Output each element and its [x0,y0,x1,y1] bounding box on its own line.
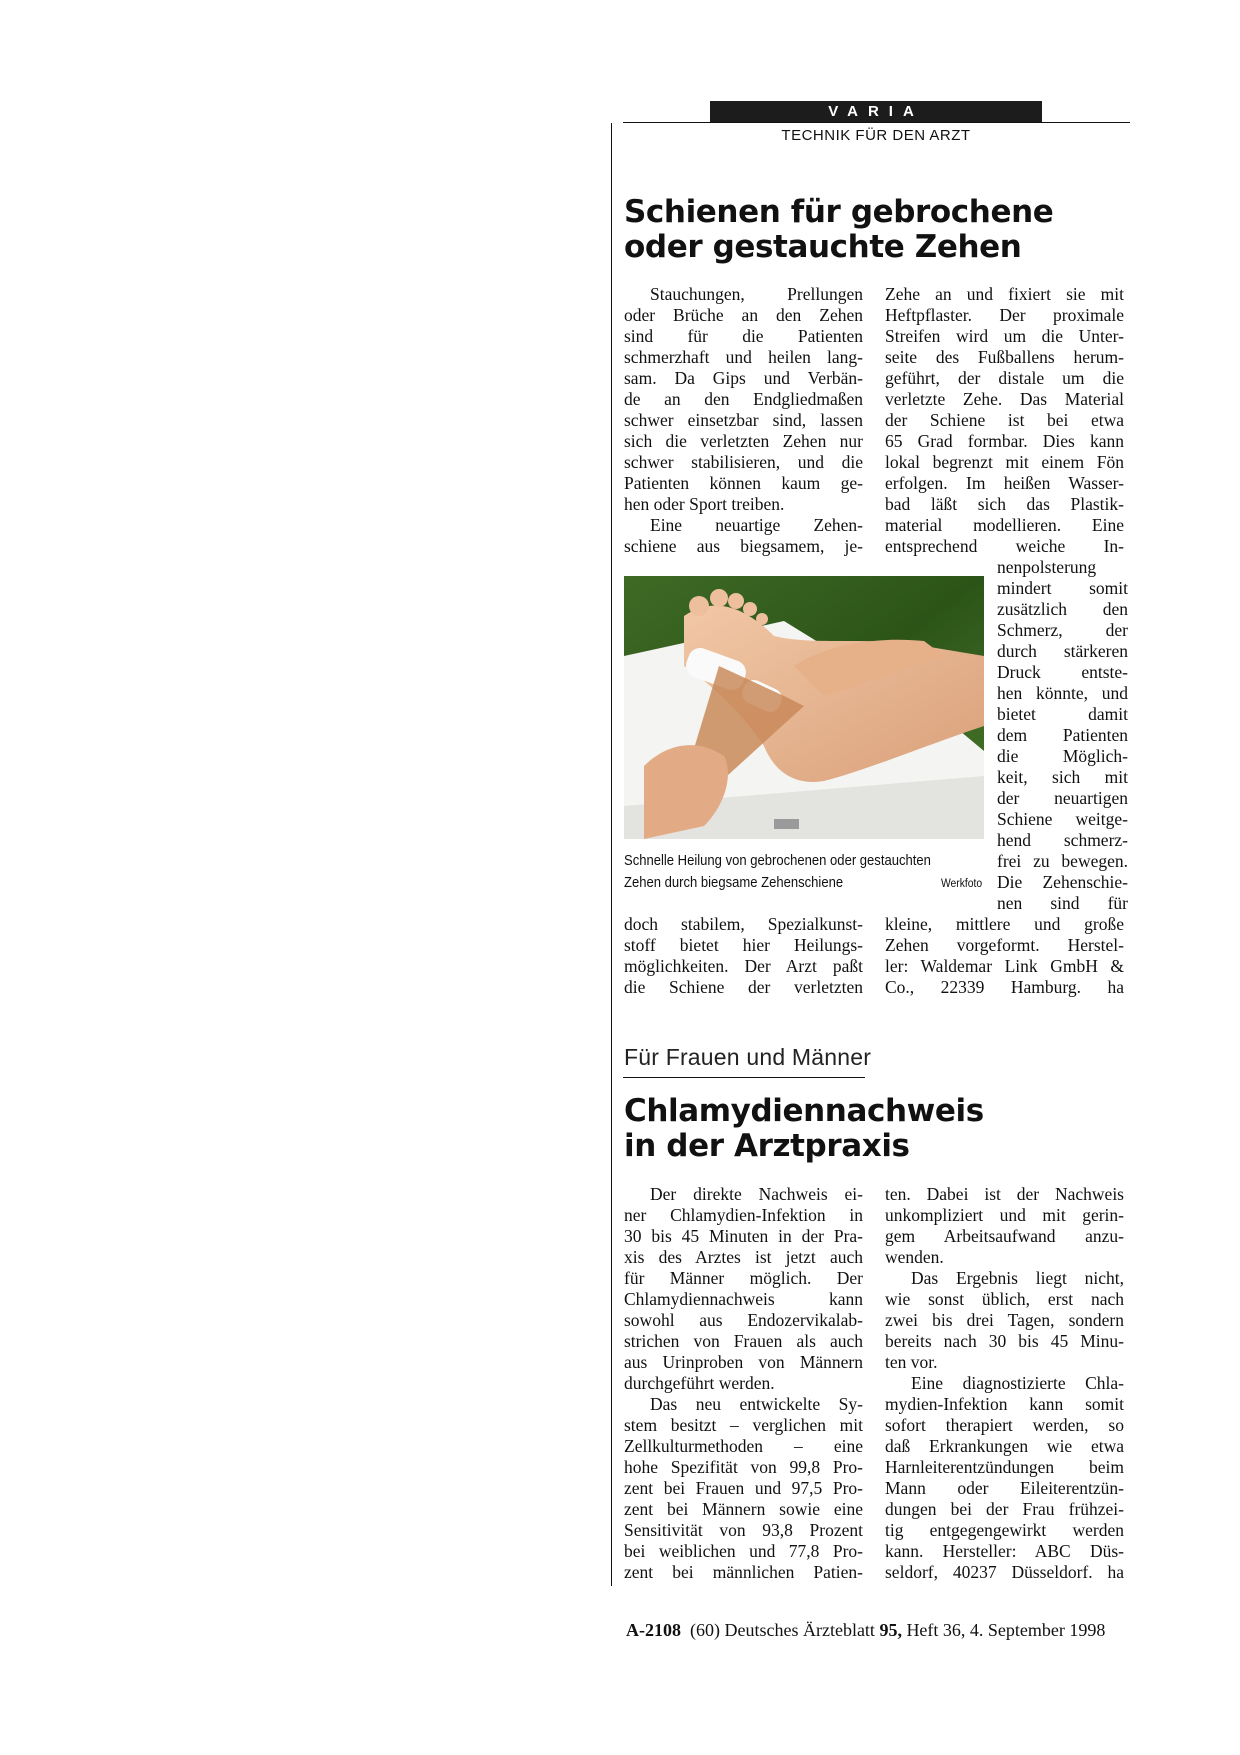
text-line: Patienten können kaum ge- [624,473,863,493]
text-line: hen könnte, und [997,683,1128,703]
article1-column1-top [624,284,863,557]
text-line: schmerzhaft und heilen lang- [624,347,863,367]
text-line: durchgeführt werden. [624,1373,775,1393]
text-line: Das neu entwickelte Sy- [650,1394,863,1414]
text-line: material modellieren. Eine [885,515,1124,535]
text-line: dem Patienten [997,725,1128,745]
section-divider [623,122,1130,123]
text-line: strichen von Frauen als auch [624,1331,863,1351]
text-line: Co., 22339 Hamburg. ha [885,977,1124,997]
text-line: bei weiblichen und 77,8 Pro- [624,1541,863,1561]
caption-line1: Schnelle Heilung von gebrochenen oder gestauchten [624,853,931,869]
text-line: keit, sich mit [997,767,1128,787]
text-line: xis des Arztes ist jetzt auch [624,1247,863,1267]
text-line: de an den Endgliedmaßen [624,389,863,409]
text-line: Zehen vorgeformt. Herstel- [885,935,1124,955]
text-line: ten vor. [885,1352,938,1372]
text-line: erfolgen. Im heißen Wasser- [885,473,1124,493]
article2-title-line1: Chlamydiennachweis [624,1093,984,1129]
text-line: gem Arbeitsaufwand anzu- [885,1226,1124,1246]
text-line: seite des Fußballens herum- [885,347,1124,367]
journal-name: (60) Deutsches Ärzteblatt [690,1620,875,1640]
text-line: schwer stabilisieren, und die [624,452,863,472]
text-line: schiene aus biegsamem, je- [624,536,863,556]
text-line: unkompliziert und mit gerin- [885,1205,1124,1225]
text-line: Schiene weitge- [997,809,1128,829]
article1-title-line2: oder gestauchte Zehen [624,229,1022,265]
section-subtitle: TECHNIK FÜR DEN ARZT [781,127,971,144]
text-line: Streifen wird um die Unter- [885,326,1124,346]
text-line: daß Erkrankungen wie etwa [885,1436,1124,1456]
text-line: bereits nach 30 bis 45 Minu- [885,1331,1124,1351]
article1-column1-bottom [624,914,863,998]
article2-column1 [624,1184,863,1583]
text-line: oder Brüche an den Zehen [624,305,863,325]
text-line: sowohl aus Endozervikalab- [624,1310,863,1330]
text-line: dungen bei der Frau frühzei- [885,1499,1124,1519]
text-line: tig entgegengewirkt werden [885,1520,1124,1540]
text-line: bietet damit [997,704,1128,724]
text-line: verletzte Zehe. Das Material [885,389,1124,409]
text-line: Chlamydiennachweis kann [624,1289,863,1309]
text-line: Stauchungen, Prellungen [650,284,863,304]
article1-column2-top [885,284,1124,557]
text-line: schwer einsetzbar sind, lassen [624,410,863,430]
text-line: ten. Dabei ist der Nachweis [885,1184,1124,1204]
text-line: hohe Spezifität von 99,8 Pro- [624,1457,863,1477]
article2-title-line2: in der Arztpraxis [624,1128,910,1164]
text-line: Druck entste- [997,662,1128,682]
text-line: geführt, der distale um die [885,368,1124,388]
text-line: nenpolsterung [997,557,1097,577]
text-line: lokal begrenzt mit einem Fön [885,452,1124,472]
article2-column2 [885,1184,1124,1583]
text-line: wie sonst üblich, erst nach [885,1289,1124,1309]
text-line: sam. Da Gips und Verbän- [624,368,863,388]
text-line: Mann oder Eileiterentzün- [885,1478,1124,1498]
text-line: Das Ergebnis liegt nicht, [911,1268,1124,1288]
page-footer [626,1620,1105,1641]
text-line: frei zu bewegen. [997,851,1128,871]
text-line: kann. Hersteller: ABC Düs- [885,1541,1124,1561]
text-line: bad läßt sich das Plastik- [885,494,1124,514]
article1-title [624,195,1053,265]
text-line: hen oder Sport treiben. [624,494,785,514]
text-line: Eine diagnostizierte Chla- [911,1373,1124,1393]
caption-line2: Zehen durch biegsame Zehenschiene [624,875,844,891]
text-line: entsprechend weiche In- [885,536,1124,556]
text-line: stoff bietet hier Heilungs- [624,935,863,955]
article1-wrap-column [997,557,1128,914]
photo-credit: Werkfoto [940,878,983,890]
text-line: wenden. [885,1247,944,1267]
text-line: doch stabilem, Spezialkunst- [624,914,863,934]
article2-kicker: Für Frauen und Männer [624,1044,872,1070]
text-line: mydien-Infektion kann somit [885,1394,1124,1414]
text-line: zent bei Frauen und 97,5 Pro- [624,1478,863,1498]
text-line: die Schiene der verletzten [624,977,863,997]
text-line: zent bei Männern sowie eine [624,1499,863,1519]
text-line: Heftpflaster. Der proximale [885,305,1124,325]
text-line: zent bei männlichen Patien- [624,1562,863,1582]
text-line: durch stärkeren [997,641,1128,661]
text-line: stem besitzt – verglichen mit [624,1415,863,1435]
text-line: 30 bis 45 Minuten in der Pra- [624,1226,863,1246]
text-line: seldorf, 40237 Düsseldorf. ha [885,1562,1124,1582]
text-line: sofort therapiert werden, so [885,1415,1124,1435]
foot-splint-image [624,576,984,839]
article1-title-line1: Schienen für gebrochene [624,194,1054,230]
text-line: ner Chlamydien-Infektion in [624,1205,863,1225]
text-line: ler: Waldemar Link GmbH & [885,956,1124,976]
article1-column2-bottom [885,914,1124,998]
text-line: Harnleiterentzündungen beim [885,1457,1124,1477]
page-code: A-2108 [626,1620,681,1640]
text-line: Die Zehenschie- [997,872,1128,892]
text-line: hend schmerz- [997,830,1128,850]
text-line: mindert somit [997,578,1128,598]
text-line: die Möglich- [997,746,1128,766]
text-line: kleine, mittlere und große [885,914,1124,934]
issue-date: Heft 36, 4. September 1998 [906,1620,1106,1640]
text-line: 65 Grad formbar. Dies kann [885,431,1124,451]
text-line: Zellkulturmethoden – eine [624,1436,863,1456]
text-line: Schmerz, der [997,620,1128,640]
column-rule [611,123,612,1586]
text-line: Sensitivität von 93,8 Prozent [624,1520,863,1540]
text-line: nen sind für [997,893,1128,913]
text-line: sich die verletzten Zehen nur [624,431,863,451]
article2-title [624,1094,984,1164]
text-line: sind für die Patienten [624,326,863,346]
photo-caption [624,850,983,894]
text-line: Eine neuartige Zehen- [650,515,863,535]
volume-number: 95, [879,1620,902,1640]
text-line: der Schiene ist bei etwa [885,410,1124,430]
text-line: zwei bis drei Tagen, sondern [885,1310,1124,1330]
text-line: für Männer möglich. Der [624,1268,863,1288]
text-line: Der direkte Nachweis ei- [650,1184,863,1204]
foot-splint-photo [624,576,984,839]
text-line: möglichkeiten. Der Arzt paßt [624,956,863,976]
text-line: der neuartigen [997,788,1128,808]
section-label: VARIA [710,101,1042,122]
text-line: Zehe an und fixiert sie mit [885,284,1124,304]
kicker-underline [623,1077,865,1078]
text-line: aus Urinproben von Männern [624,1352,863,1372]
text-line: zusätzlich den [997,599,1128,619]
